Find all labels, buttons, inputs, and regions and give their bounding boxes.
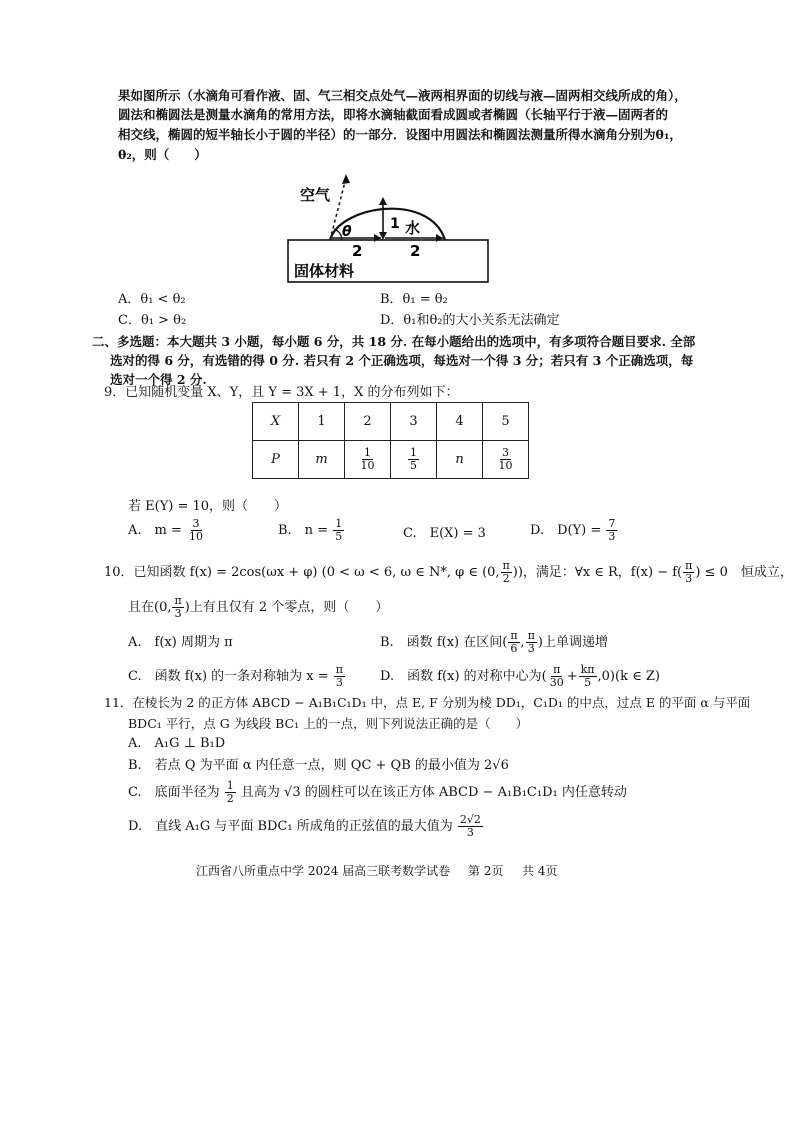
q10-option-c[interactable] bbox=[128, 664, 346, 690]
q8-stem-line2: 圆法和椭圆法是测量水滴角的常用方法，即将水滴轴截面看成圆或者椭圆（长轴平行于液—固两者的 bbox=[118, 107, 669, 122]
fraction-denominator: 3 bbox=[466, 826, 474, 839]
table-cell: 4 bbox=[437, 403, 483, 441]
table-cell: P bbox=[253, 441, 299, 479]
q10-option-b[interactable] bbox=[380, 630, 608, 656]
option-text: + bbox=[566, 669, 578, 684]
q8-stem-line3: 相交线，椭圆的短半轴长小于圆的半径）的一部分．设图中用圆法和椭圆法测量所得水滴角分别为θ₁， bbox=[118, 127, 682, 142]
solid-material-label: 固体材料 bbox=[294, 262, 355, 280]
table-cell: m bbox=[299, 441, 345, 479]
table-row bbox=[253, 441, 529, 479]
height-arrowhead-bottom bbox=[379, 232, 387, 240]
fraction-numerator: 3 bbox=[502, 446, 509, 459]
option-text: C. 底面半径为 bbox=[128, 785, 220, 800]
table-cell: 5 bbox=[483, 403, 529, 441]
fraction-numerator: 1 bbox=[410, 446, 417, 459]
q9-option-d[interactable] bbox=[530, 518, 618, 543]
q10-condition-text: ) ≤ 0 恒成立， bbox=[695, 565, 793, 580]
q10-stem bbox=[104, 560, 793, 586]
option-text: D. 函数 f(x) 的对称中心为( bbox=[380, 669, 547, 684]
fraction-denominator: 3 bbox=[174, 607, 182, 620]
option-text: B. n = bbox=[278, 523, 329, 538]
fraction-denominator: 3 bbox=[335, 676, 343, 689]
height-label: 1 bbox=[390, 216, 400, 232]
option-text: , bbox=[520, 635, 525, 650]
fraction-denominator: 5 bbox=[335, 530, 343, 543]
fraction-numerator: 3 bbox=[192, 517, 200, 530]
section2-rule-line3: 选对一个得 2 分. bbox=[110, 372, 207, 387]
q11-option-d[interactable] bbox=[128, 814, 484, 840]
left-width-arrowhead bbox=[374, 234, 381, 242]
section2-title: 二、多选题：本大题共 3 小题，每小题 6 分，共 18 分. 在每小题给出的选项中，有多项符合题目要求. 全部 bbox=[92, 334, 696, 349]
q10-condition-text: ))，满足：∀x ∈ R，f(x) − f( bbox=[512, 565, 683, 580]
water-label: 水 bbox=[405, 219, 421, 237]
q11-stem-line2: BDC₁ 平行，点 G 为线段 BC₁ 上的一点，则下列说法正确的是（ ） bbox=[128, 716, 529, 731]
footer-page-number: 第 2页 bbox=[468, 864, 504, 878]
fraction-numerator: 1 bbox=[335, 517, 343, 530]
q9-option-a[interactable] bbox=[128, 518, 206, 543]
fraction-numerator: 7 bbox=[608, 517, 616, 530]
fraction-denominator: 5 bbox=[410, 459, 417, 472]
water-droplet-figure bbox=[280, 170, 500, 285]
fraction-denominator: 10 bbox=[189, 530, 204, 543]
q8-stem-line4: θ₂，则（ ） bbox=[118, 147, 207, 162]
option-text: A. m = bbox=[128, 523, 182, 538]
air-label: 空气 bbox=[300, 186, 331, 204]
q10-stem-text: 10．已知函数 f(x) = 2cos(ωx + φ) bbox=[104, 565, 318, 580]
fraction-denominator: 10 bbox=[498, 459, 513, 472]
q10-option-d[interactable] bbox=[380, 664, 660, 690]
fraction-denominator: 5 bbox=[584, 676, 592, 689]
q10-condition-text: (0 < ω < 6, ω ∈ N*, φ ∈ (0, bbox=[321, 565, 500, 580]
q10-interval-text: )上有且仅有 2 个零点，则（ ） bbox=[184, 600, 389, 615]
fraction-denominator: 3 bbox=[527, 642, 535, 655]
option-text: C. 函数 f(x) 的一条对称轴为 x = bbox=[128, 669, 329, 684]
tangent-arrowhead bbox=[342, 174, 350, 184]
option-text: D. D(Y) = bbox=[530, 523, 602, 538]
left-width-label: 2 bbox=[352, 242, 363, 260]
fraction-numerator: π bbox=[553, 663, 561, 676]
q9-distribution-table bbox=[252, 402, 529, 479]
table-cell bbox=[345, 441, 391, 479]
fraction-numerator: 1 bbox=[364, 446, 371, 459]
q8-stem-line1: 果如图所示（水滴角可看作液、固、气三相交点处气—液两相界面的切线与液—固两相交线所成的角）， bbox=[118, 88, 687, 103]
fraction-denominator: 30 bbox=[549, 676, 564, 689]
theta-label: θ bbox=[342, 224, 352, 240]
right-width-arrowhead bbox=[436, 234, 443, 242]
q8-option-a[interactable]: A．θ₁ < θ₂ bbox=[118, 292, 186, 307]
table-cell bbox=[391, 441, 437, 479]
table-cell: 1 bbox=[299, 403, 345, 441]
q11-option-b[interactable]: B. 若点 Q 为平面 α 内任意一点，则 QC + QB 的最小值为 2√6 bbox=[128, 758, 509, 773]
section2-rule-line2: 选对的得 6 分，有选错的得 0 分. 若只有 2 个正确选项，每选对一个得 3 分；若只有 3 个正确选项，每 bbox=[110, 353, 694, 368]
q9-option-c[interactable]: C. E(X) = 3 bbox=[403, 526, 486, 541]
table-cell bbox=[483, 441, 529, 479]
fraction-denominator: 3 bbox=[685, 572, 693, 585]
fraction-denominator: 3 bbox=[608, 530, 616, 543]
q11-option-c[interactable] bbox=[128, 780, 627, 806]
option-text: B. 函数 f(x) 在区间( bbox=[380, 635, 508, 650]
fraction-numerator: π bbox=[510, 629, 518, 642]
option-text: 且高为 √3 的圆柱可以在该正方体 ABCD − A₁B₁C₁D₁ 内任意转动 bbox=[240, 785, 627, 800]
q9-stem: 9．已知随机变量 X、Y，且 Y = 3X + 1，X 的分布列如下： bbox=[104, 385, 459, 400]
fraction-numerator: π bbox=[502, 559, 510, 572]
q9-option-b[interactable] bbox=[278, 518, 345, 543]
q8-option-d[interactable]: D．θ₁和θ₂的大小关系无法确定 bbox=[380, 313, 560, 328]
fraction-numerator: 1 bbox=[226, 779, 234, 792]
option-text: )上单调递增 bbox=[537, 635, 608, 650]
q10-stem-line2 bbox=[128, 595, 388, 621]
table-row bbox=[253, 403, 529, 441]
option-text: D. 直线 A₁G 与平面 BDC₁ 所成角的正弦值的最大值为 bbox=[128, 819, 453, 834]
fraction-numerator: 2√2 bbox=[459, 813, 481, 826]
fraction-denominator: 6 bbox=[510, 642, 518, 655]
table-cell: n bbox=[437, 441, 483, 479]
q8-option-c[interactable]: C．θ₁ > θ₂ bbox=[118, 313, 187, 328]
q11-stem-line1: 11．在棱长为 2 的正方体 ABCD − A₁B₁C₁D₁ 中，点 E, F 分别为棱 DD₁，C₁D₁ 的中点，过点 E 的平面 α 与平面 bbox=[104, 695, 751, 710]
right-width-label: 2 bbox=[410, 242, 421, 260]
height-arrowhead-top bbox=[379, 197, 387, 205]
q8-option-b[interactable]: B．θ₁ = θ₂ bbox=[380, 292, 448, 307]
option-text: ,0)(k ∈ Z) bbox=[597, 669, 660, 684]
q10-interval-text: 且在(0, bbox=[128, 600, 172, 615]
fraction-numerator: π bbox=[174, 594, 182, 607]
fraction-denominator: 2 bbox=[226, 792, 234, 805]
table-cell: X bbox=[253, 403, 299, 441]
fraction-numerator: π bbox=[335, 663, 344, 676]
footer-school: 江西省八所重点中学 2024 届高三联考数学试卷 bbox=[196, 864, 451, 878]
fraction-denominator: 2 bbox=[502, 572, 510, 585]
fraction-numerator: π bbox=[527, 629, 535, 642]
fraction-denominator: 10 bbox=[360, 459, 375, 472]
fraction-numerator: π bbox=[685, 559, 693, 572]
table-cell: 3 bbox=[391, 403, 437, 441]
footer-total-pages: 共 4页 bbox=[522, 864, 558, 878]
fraction-numerator: kπ bbox=[580, 663, 595, 676]
q9-condition: 若 E(Y) = 10，则（ ） bbox=[128, 499, 288, 514]
table-cell: 2 bbox=[345, 403, 391, 441]
q10-option-a[interactable]: A. f(x) 周期为 π bbox=[128, 635, 233, 650]
q11-option-a[interactable]: A. A₁G ⊥ B₁D bbox=[128, 736, 226, 751]
